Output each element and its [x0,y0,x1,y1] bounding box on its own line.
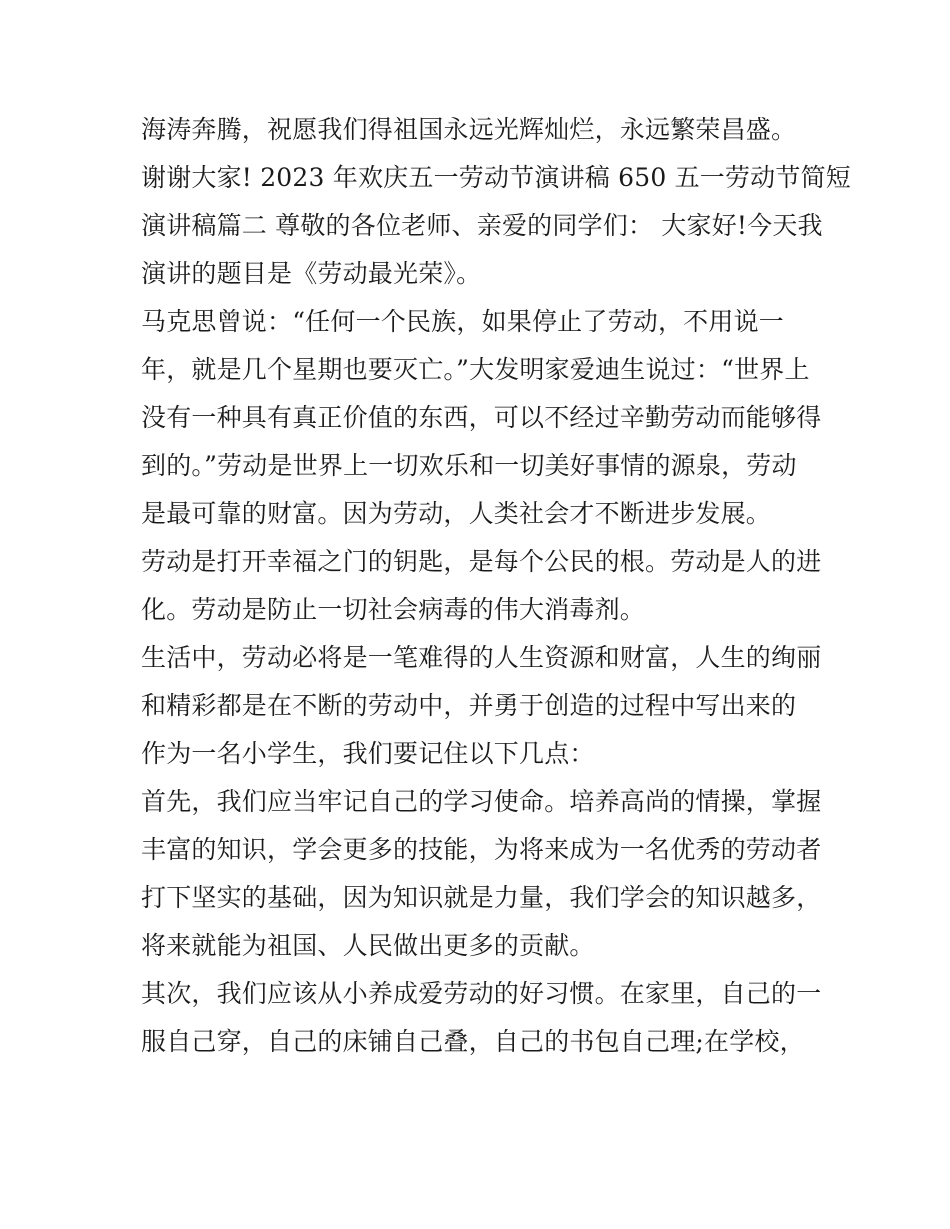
document-body [141,106,851,1066]
text-line: 作为一名小学生，我们要记住以下几点： [141,739,595,768]
text-line: 谢谢大家! 2023 年欢庆五一劳动节演讲稿 650 五一劳动节简短 [141,163,851,192]
text-line: 服自己穿，自己的床铺自己叠，自己的书包自己理;在学校， [141,1027,805,1056]
text-line: 演讲稿篇二 尊敬的各位老师、亲爱的同学们： 大家好!今天我 [141,211,823,240]
text-line: 马克思曾说：“任何一个民族，如果停止了劳动，不用说一 [141,307,784,336]
text-line: 演讲的题目是《劳动最光荣》。 [141,259,482,288]
text-line: 其次，我们应该从小养成爱劳动的好习惯。在家里，自己的一 [141,979,822,1008]
text-line: 海涛奔腾，祝愿我们得祖国永远光辉灿烂，永远繁荣昌盛。 [141,115,797,144]
text-line: 化。劳动是防止一切社会病毒的伟大消毒剂。 [141,595,646,624]
text-line: 打下坚实的基础，因为知识就是力量，我们学会的知识越多， [141,883,822,912]
text-line: 年，就是几个星期也要灭亡。”大发明家爱迪生说过：“世界上 [141,355,810,384]
text-line: 劳动是打开幸福之门的钥匙，是每个公民的根。劳动是人的进 [141,547,822,576]
text-line: 没有一种具有真正价值的东西，可以不经过辛勤劳动而能够得 [141,403,822,432]
text-line: 将来就能为祖国、人民做出更多的贡献。 [141,931,595,960]
text-line: 首先，我们应当牢记自己的学习使命。培养高尚的情操，掌握 [141,787,822,816]
text-line: 生活中，劳动必将是一笔难得的人生资源和财富，人生的绚丽 [141,643,822,672]
text-line: 丰富的知识，学会更多的技能，为将来成为一名优秀的劳动者 [141,835,822,864]
text-line: 到的。”劳动是世界上一切欢乐和一切美好事情的源泉，劳动 [141,451,797,480]
text-line: 是最可靠的财富。因为劳动，人类社会才不断进步发展。 [141,499,772,528]
text-line: 和精彩都是在不断的劳动中，并勇于创造的过程中写出来的 [141,691,797,720]
